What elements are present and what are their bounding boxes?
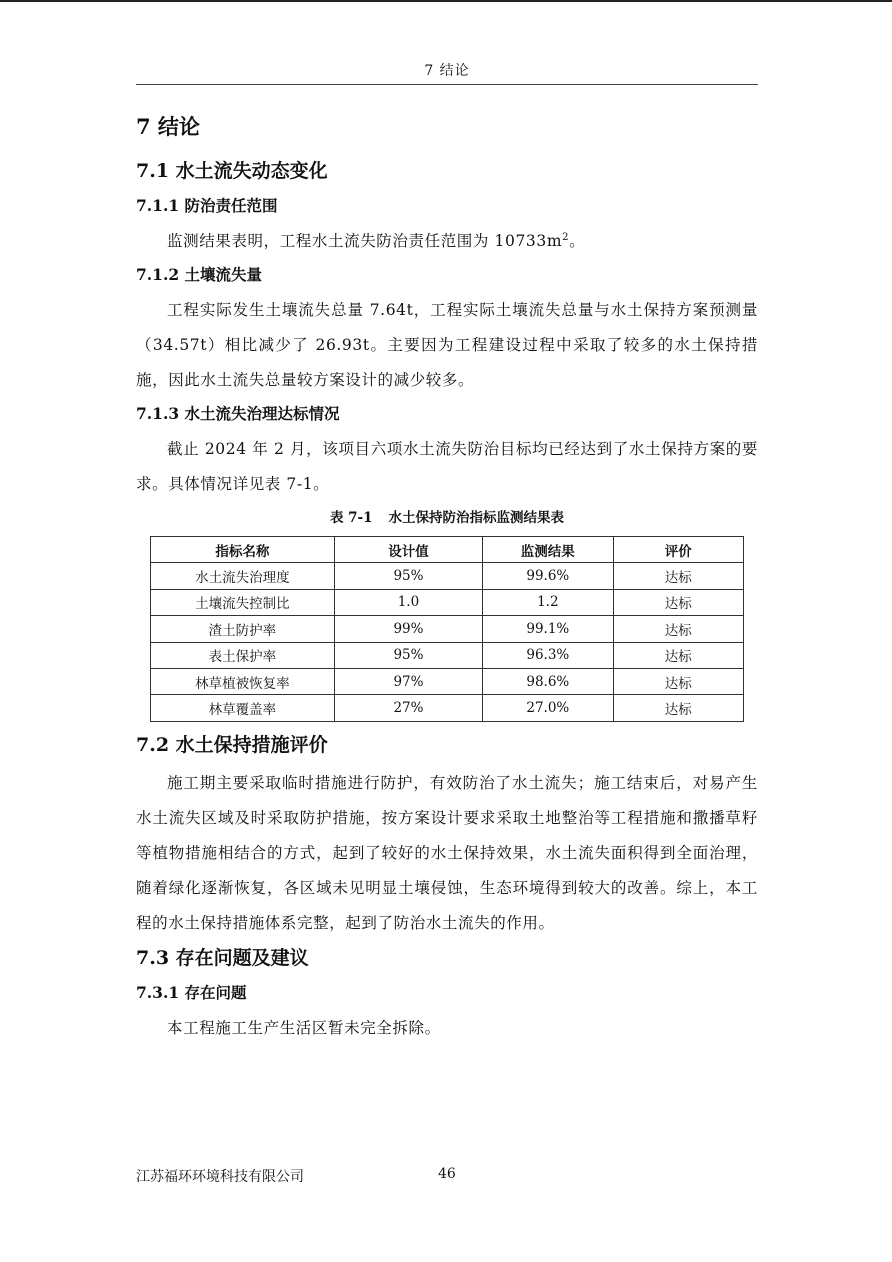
section-7-3-1-title: 7.3.1 存在问题 bbox=[136, 982, 247, 1002]
table-row bbox=[151, 589, 744, 615]
table-cell: 95% bbox=[334, 563, 482, 589]
section-7-1-3-text: 截止 2024 年 2 月，该项目六项水土流失防治目标均已经达到了水土保持方案的要求。具体情况详见表 7-1。 bbox=[136, 440, 758, 493]
top-border-line bbox=[0, 0, 892, 2]
table-cell: 27% bbox=[334, 695, 482, 721]
table-cell: 95% bbox=[334, 642, 482, 668]
section-7-1-2-title: 7.1.2 土壤流失量 bbox=[136, 265, 263, 284]
table-row bbox=[151, 563, 744, 589]
table-cell: 土壤流失控制比 bbox=[151, 589, 335, 615]
table-cell: 林草植被恢复率 bbox=[151, 668, 335, 694]
section-7-1-title: 7.1 水土流失动态变化 bbox=[136, 160, 328, 182]
table-header-row bbox=[151, 537, 744, 563]
header-rule bbox=[136, 84, 758, 85]
table-cell: 99.1% bbox=[483, 616, 613, 642]
table-cell: 达标 bbox=[613, 642, 743, 668]
table-cell: 99.6% bbox=[483, 563, 613, 589]
table-cell: 达标 bbox=[613, 668, 743, 694]
table-row bbox=[151, 616, 744, 642]
table-cell: 达标 bbox=[613, 616, 743, 642]
page-number: 46 bbox=[438, 1166, 456, 1182]
table-cell: 渣土防护率 bbox=[151, 616, 335, 642]
section-7-3-title: 7.3 存在问题及建议 bbox=[136, 946, 309, 969]
table-cell: 水土流失治理度 bbox=[151, 563, 335, 589]
table-cell: 表土保护率 bbox=[151, 642, 335, 668]
table-cell: 达标 bbox=[613, 563, 743, 589]
column-header: 监测结果 bbox=[483, 537, 613, 563]
table-cell: 96.3% bbox=[483, 642, 613, 668]
chapter-title: 7 结论 bbox=[136, 114, 200, 139]
table-row bbox=[151, 642, 744, 668]
table-row bbox=[151, 668, 744, 694]
section-7-1-1-text bbox=[136, 224, 758, 259]
section-7-1-2-text: 工程实际发生土壤流失总量 7.64t，工程实际土壤流失总量与水土保持方案预测量（34.57t）相比减少了 26.93t。主要因为工程建设过程中采取了较多的水土保持措施，因此水土流失总量较方案设计的减少较多。 bbox=[136, 301, 758, 389]
section-7-2-title: 7.2 水土保持措施评价 bbox=[136, 733, 328, 756]
footer-company: 江苏福环环境科技有限公司 bbox=[136, 1169, 304, 1185]
table-cell: 97% bbox=[334, 668, 482, 694]
running-header: 7 结论 bbox=[424, 63, 470, 79]
section-7-1-3-title: 7.1.3 水土流失治理达标情况 bbox=[136, 404, 340, 423]
table-cell: 达标 bbox=[613, 589, 743, 615]
area-text: 监测结果表明，工程水土流失防治责任范围为 10733m bbox=[167, 232, 563, 250]
table-cell: 林草覆盖率 bbox=[151, 695, 335, 721]
table-title: 水土保持防治指标监测结果表 bbox=[388, 510, 565, 526]
table-row bbox=[151, 695, 744, 721]
table-cell: 1.0 bbox=[334, 589, 482, 615]
area-unit-superscript: 2 bbox=[562, 231, 570, 243]
table-cell: 99% bbox=[334, 616, 482, 642]
table-cell: 1.2 bbox=[483, 589, 613, 615]
area-text-end: 。 bbox=[569, 232, 586, 250]
table-cell: 27.0% bbox=[483, 695, 613, 721]
section-7-1-1-title: 7.1.1 防治责任范围 bbox=[136, 196, 278, 215]
column-header: 指标名称 bbox=[151, 537, 335, 563]
page-content bbox=[136, 108, 758, 1048]
section-7-3-1-text: 本工程施工生产生活区暂未完全拆除。 bbox=[167, 1018, 441, 1037]
indicator-table bbox=[150, 536, 744, 722]
table-cell: 达标 bbox=[613, 695, 743, 721]
table-caption bbox=[136, 506, 758, 526]
section-7-2-text: 施工期主要采取临时措施进行防护，有效防治了水土流失；施工结束后，对易产生水土流失区域及时采取防护措施，按方案设计要求采取土地整治等工程措施和撒播草籽等植物措施相结合的方式，起到了较好的水土保持效果，水土流失面积得到全面治理，随着绿化逐渐恢复，各区域未见明显土壤侵蚀，生态环境得到较大的改善。综上，本工程的水土保持措施体系完整，起到了防治水土流失的作用。 bbox=[136, 773, 758, 932]
table-cell: 98.6% bbox=[483, 668, 613, 694]
table-number: 表 7-1 bbox=[329, 510, 373, 526]
column-header: 评价 bbox=[613, 537, 743, 563]
column-header: 设计值 bbox=[334, 537, 482, 563]
